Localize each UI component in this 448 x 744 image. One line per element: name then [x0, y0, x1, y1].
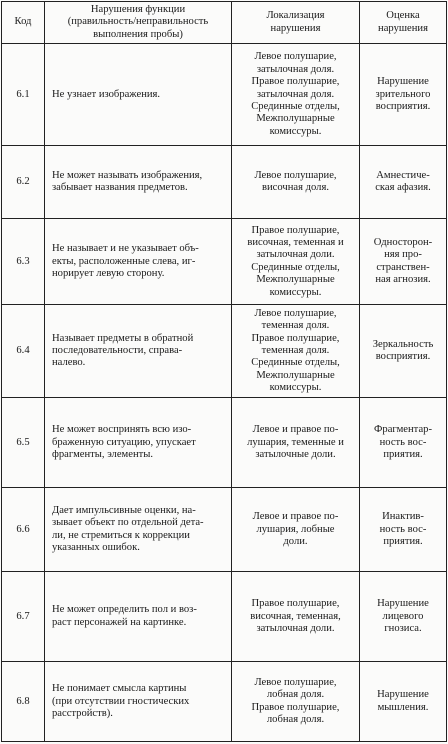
- table-row: [2, 488, 447, 572]
- row-code: 6.1: [2, 44, 45, 146]
- row-evaluation: Нарушение зрительного восприятия.: [360, 44, 447, 146]
- table-row: [2, 146, 447, 219]
- row-evaluation: Фрагментар- ность вос- приятия.: [360, 398, 447, 488]
- disorders-table: [1, 1, 447, 742]
- row-code: 6.3: [2, 219, 45, 305]
- row-function: Дает импульсивные оценки, на- зывает объект по отдельной дета- ли, не стремиться к коррекции указанных ошибок.: [45, 488, 232, 572]
- row-localization: Левое и правое по- лушария, теменные и затылочные доли.: [232, 398, 360, 488]
- row-localization: Левое и правое по- лушария, лобные доли.: [232, 488, 360, 572]
- row-code: 6.7: [2, 572, 45, 662]
- table-row: [2, 305, 447, 398]
- row-evaluation: Односторон- няя про- странствен- ная агнозия.: [360, 219, 447, 305]
- row-code: 6.5: [2, 398, 45, 488]
- table-row: [2, 219, 447, 305]
- table-row: [2, 572, 447, 662]
- header-evaluation: Оценка нарушения: [360, 2, 447, 44]
- row-localization: Левое полушарие, височная доля.: [232, 146, 360, 219]
- row-localization: Правое полушарие, височная, теменная, затылочная доли.: [232, 572, 360, 662]
- row-localization: Правое полушарие, височная, теменная и затылочная доли. Срединные отделы, Межполушарные комиссуры.: [232, 219, 360, 305]
- row-evaluation: Инактив- ность вос- приятия.: [360, 488, 447, 572]
- row-function: Не может называть изображения, забывает названия предметов.: [45, 146, 232, 219]
- row-function: Не понимает смысла картины (при отсутствии гностических расстройств).: [45, 662, 232, 742]
- row-localization: Левое полушарие, лобная доля. Правое полушарие, лобная доля.: [232, 662, 360, 742]
- row-evaluation: Амнестиче- ская афазия.: [360, 146, 447, 219]
- row-evaluation: Нарушение мышления.: [360, 662, 447, 742]
- row-code: 6.4: [2, 305, 45, 398]
- row-code: 6.8: [2, 662, 45, 742]
- row-evaluation: Нарушение лицевого гнозиса.: [360, 572, 447, 662]
- row-evaluation: Зеркальность восприятия.: [360, 305, 447, 398]
- row-function: Называет предметы в обратной последовательности, справа- налево.: [45, 305, 232, 398]
- row-function: Не называет и не указывает объ- екты, расположенные слева, иг- норирует левую сторону.: [45, 219, 232, 305]
- header-code: Код: [2, 2, 45, 44]
- row-function: Не может определить пол и воз- раст персонажей на картинке.: [45, 572, 232, 662]
- header-row: [2, 2, 447, 44]
- row-code: 6.2: [2, 146, 45, 219]
- header-function: Нарушения функции (правильность/неправильность выполнения пробы): [45, 2, 232, 44]
- row-localization: Левое полушарие, затылочная доля. Правое полушарие, затылочная доля. Срединные отделы, Межполушарные комиссуры.: [232, 44, 360, 146]
- table-row: [2, 44, 447, 146]
- table-row: [2, 662, 447, 742]
- row-function: Не узнает изображения.: [45, 44, 232, 146]
- row-localization: Левое полушарие, теменная доля. Правое полушарие, теменная доля. Срединные отделы, Межполушарные комиссуры.: [232, 305, 360, 398]
- row-code: 6.6: [2, 488, 45, 572]
- header-localization: Локализация нарушения: [232, 2, 360, 44]
- row-function: Не может воспринять всю изо- браженную ситуацию, упускает фрагменты, элементы.: [45, 398, 232, 488]
- table-row: [2, 398, 447, 488]
